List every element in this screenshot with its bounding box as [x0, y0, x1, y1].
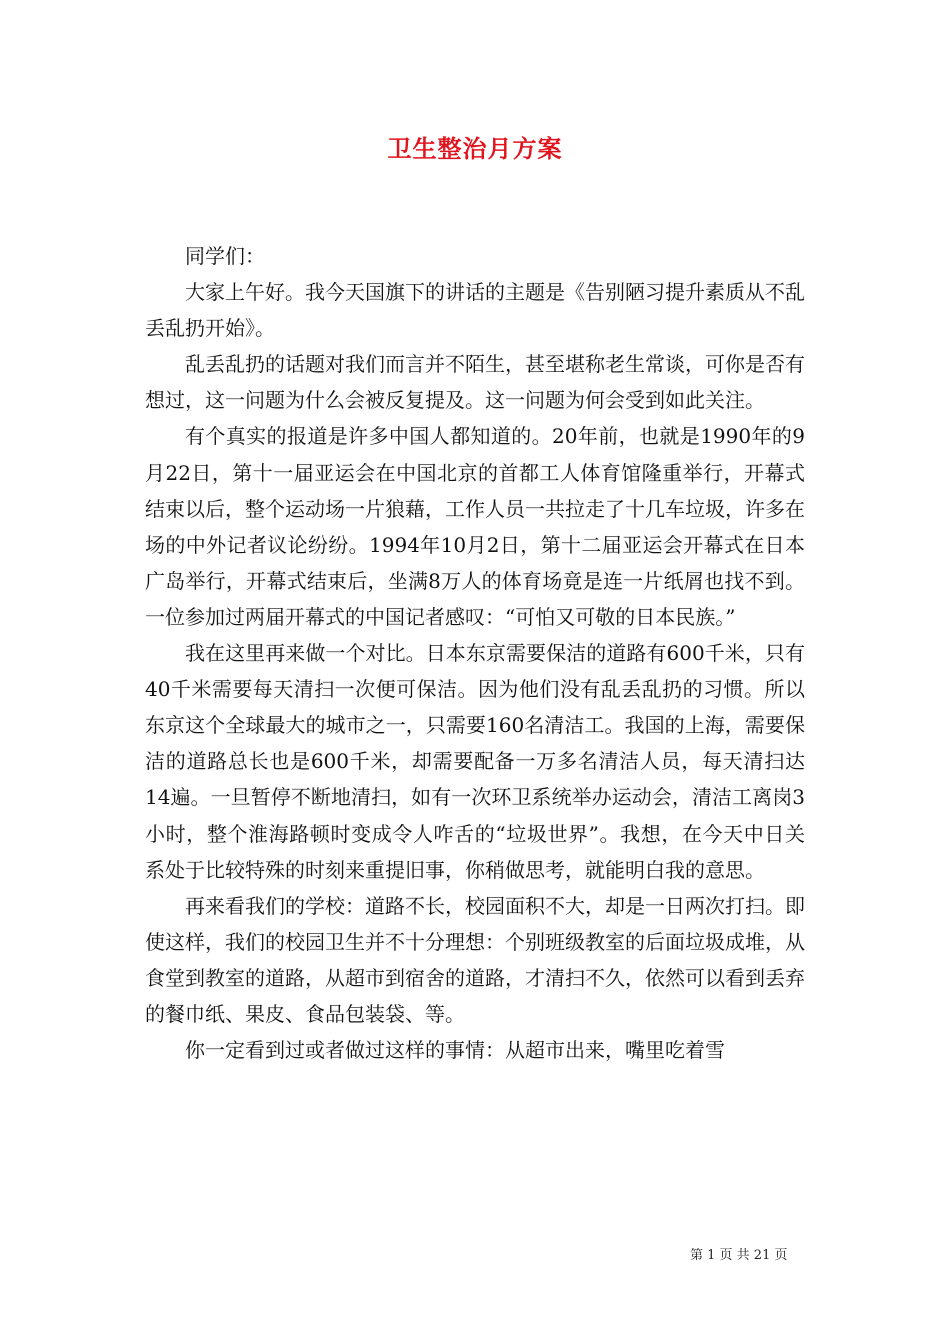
paragraph-intro: 大家上午好。我今天国旗下的讲话的主题是《告别陋习提升素质从不乱丢乱扔开始》。: [145, 280, 805, 341]
paragraph-comparison: 我在这里再来做一个对比。日本东京需要保洁的道路有600千米，只有40千米需要每天清扫一次便可保洁。因为他们没有乱丢乱扔的习惯。所以东京这个全球最大的城市之一，只需要160名清洁工。我国的上海，需要保洁的道路总长也是600千米，却需要配备一万多名清洁人员，每天清扫达14遍。一旦暂停不断地清扫，如有一次环卫系统举办运动会，清洁工离岗3小时，整个淮海路顿时变成令人咋舌的“垃圾世界”。我想，在今天中日关系处于比较特殊的时刻来重提旧事，你稍做思考，就能明白我的意思。: [145, 641, 805, 882]
document-body: [145, 238, 805, 1068]
paragraph-greeting: 同学们：: [185, 244, 265, 268]
document-title: 卫生整治月方案: [387, 134, 563, 163]
page-number-footer: 第 1 页 共 21 页: [690, 1248, 788, 1263]
paragraph-school: 再来看我们的学校：道路不长，校园面积不大，却是一日两次打扫。即使这样，我们的校园卫生并不十分理想：个别班级教室的后面垃圾成堆，从食堂到教室的道路，从超市到宿舍的道路，才清扫不久，依然可以看到丢弃的餐巾纸、果皮、食品包装袋、等。: [145, 893, 805, 1026]
paragraph-topic: 乱丢乱扔的话题对我们而言并不陌生，甚至堪称老生常谈，可你是否有想过，这一问题为什么会被反复提及。这一问题为何会受到如此关注。: [145, 352, 805, 413]
paragraph-asian-games: 有个真实的报道是许多中国人都知道的。20年前，也就是1990年的9月22日，第十一届亚运会在中国北京的首都工人体育馆隆重举行，开幕式结束以后，整个运动场一片狼藉，工作人员一共拉走了十几车垃圾，许多在场的中外记者议论纷纷。1994年10月2日，第十二届亚运会开幕式在日本广岛举行，开幕式结束后，坐满8万人的体育场竟是连一片纸屑也找不到。一位参加过两届开幕式的中国记者感叹：“可怕又可敬的日本民族。”: [145, 424, 805, 629]
paragraph-example: 你一定看到过或者做过这样的事情：从超市出来，嘴里吃着雪: [185, 1038, 725, 1063]
